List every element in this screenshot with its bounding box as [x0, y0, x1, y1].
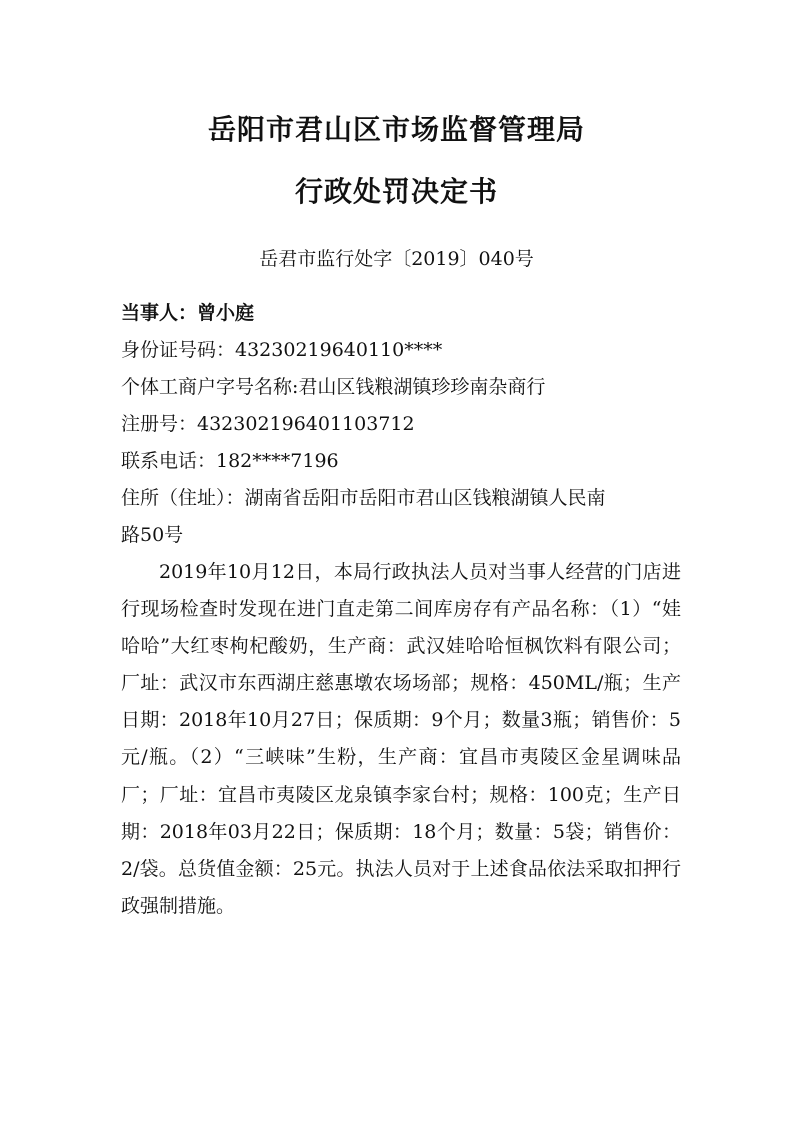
document-subtitle: 行政处罚决定书 [294, 175, 498, 208]
document-title: 岳阳市君山区市场监督管理局 [207, 113, 585, 146]
business-name: 个体工商户字号名称:君山区钱粮湖镇珍珍南杂商行 [121, 376, 546, 398]
document-number: 岳君市监行处字〔2019〕040号 [259, 248, 534, 270]
address-line-2: 路50号 [121, 524, 184, 546]
registration-number: 注册号：432302196401103712 [121, 413, 415, 435]
contact-phone: 联系电话：182****7196 [121, 450, 339, 472]
document-body [121, 295, 681, 925]
facts-paragraph: 2019年10月12日，本局行政执法人员对当事人经营的门店进行现场检查时发现在进门直走第二间库房存有产品名称：（1）“娃哈哈”大红枣枸杞酸奶，生产商：武汉娃哈哈恒枫饮料有限公司；厂址：武汉市东西湖庄慈惠墩农场场部；规格：450ML/瓶；生产日期：2018年10月27日；保质期：9个月；数量3瓶；销售价：5元/瓶。（2）“三峡味”生粉，生产商：宜昌市夷陵区金星调味品厂；厂址：宜昌市夷陵区龙泉镇李家台村；规格：100克；生产日期：2018年03月22日；保质期：18个月；数量：5袋；销售价：2/袋。总货值金额：25元。执法人员对于上述食品依法采取扣押行政强制措施。 [121, 561, 681, 917]
party-id-number: 身份证号码：43230219640110**** [121, 339, 443, 361]
address-line-1: 住所（住址）：湖南省岳阳市岳阳市君山区钱粮湖镇人民南 [121, 487, 606, 509]
party-name: 当事人：曾小庭 [121, 302, 255, 324]
